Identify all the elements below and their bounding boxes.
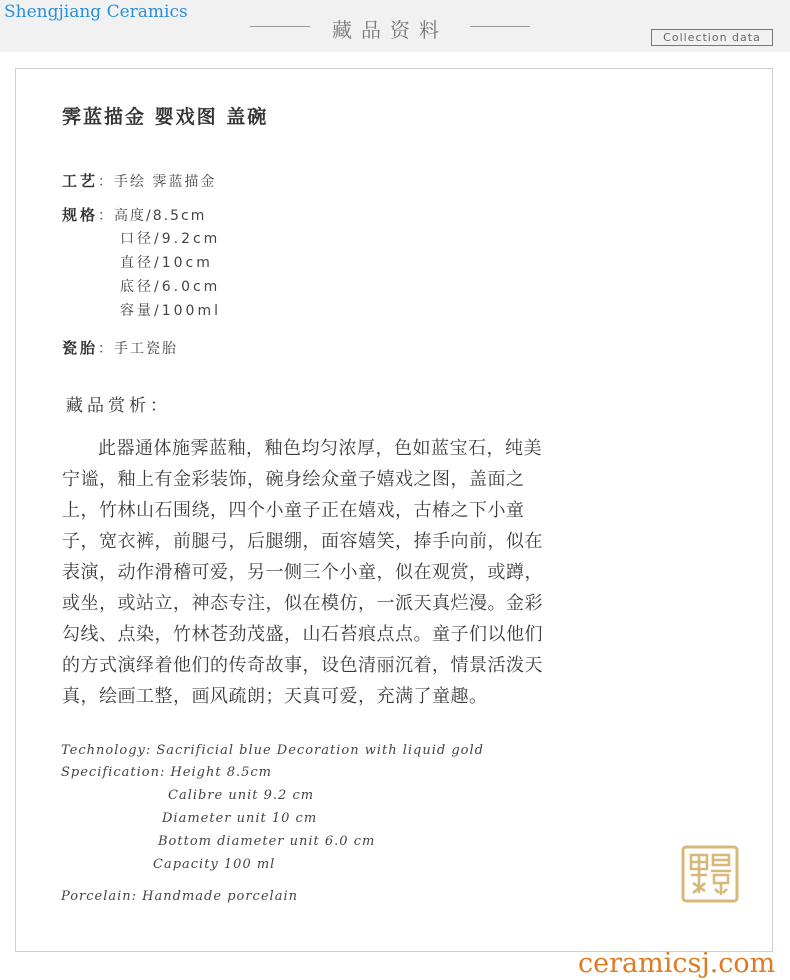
en-diameter: Diameter unit 10 cm <box>162 811 318 826</box>
en-bottom-diameter: Bottom diameter unit 6.0 cm <box>158 834 376 849</box>
spec-size-row <box>62 204 206 225</box>
product-title: 霁蓝描金 婴戏图 盖碗 <box>62 106 269 128</box>
appreciation-heading: 藏品赏析： <box>66 396 171 416</box>
en-calibre: Calibre unit 9.2 cm <box>168 788 315 803</box>
en-specification: Specification: Height 8.5cm <box>61 765 272 780</box>
collection-data-label: Collection data <box>651 29 773 46</box>
header-left-divider <box>250 26 310 27</box>
en-technology: Technology: Sacrificial blue Decoration with liquid gold <box>61 743 484 758</box>
craft-value: ：手绘 霁蓝描金 <box>98 174 217 190</box>
brand-name[interactable]: Shengjiang Ceramics <box>4 2 188 22</box>
seal-stamp-icon <box>681 845 739 903</box>
spec-height: ：高度/8.5cm <box>98 208 207 224</box>
appreciation-text: 此器通体施霁蓝釉，釉色均匀浓厚，色如蓝宝石，纯美宁谧，釉上有金彩装饰，碗身绘众童子嬉戏之图，盖面之上，竹林山石围绕，四个小童子正在嬉戏，古椿之下小童子，宽衣裤，前腿弓，后腿绷，面容嬉笑，捧手向前，似在表演，动作滑稽可爱，另一侧三个小童，似在观赏，或蹲，或坐，或站立，神态专注，似在模仿，一派天真烂漫。金彩勾线、点染，竹林苍劲茂盛，山石苔痕点点。童子们以他们的方式演绎着他们的传奇故事，设色清丽沉着，情景活泼天真，绘画工整，画风疏朗；天真可爱，充满了童趣。 <box>62 438 543 707</box>
site-watermark[interactable]: ceramicsj.com <box>578 948 776 979</box>
body-value: ：手工瓷胎 <box>98 341 179 357</box>
spec-craft-row <box>62 170 216 191</box>
spec-calibre: 口径/9.2cm <box>120 231 221 247</box>
header-right-divider <box>470 26 530 27</box>
spec-diameter: 直径/10cm <box>120 255 213 271</box>
spec-body-row <box>62 337 178 358</box>
craft-label: 工艺 <box>62 172 99 190</box>
top-header-bar <box>0 0 790 52</box>
spec-capacity: 容量/100ml <box>120 303 221 319</box>
spec-bottom-diameter: 底径/6.0cm <box>120 279 221 295</box>
en-capacity: Capacity 100 ml <box>153 857 276 872</box>
body-label: 瓷胎 <box>62 339 99 357</box>
section-title: 藏品资料 <box>332 18 448 42</box>
en-porcelain: Porcelain: Handmade porcelain <box>61 889 298 904</box>
spec-label: 规格 <box>62 206 99 224</box>
